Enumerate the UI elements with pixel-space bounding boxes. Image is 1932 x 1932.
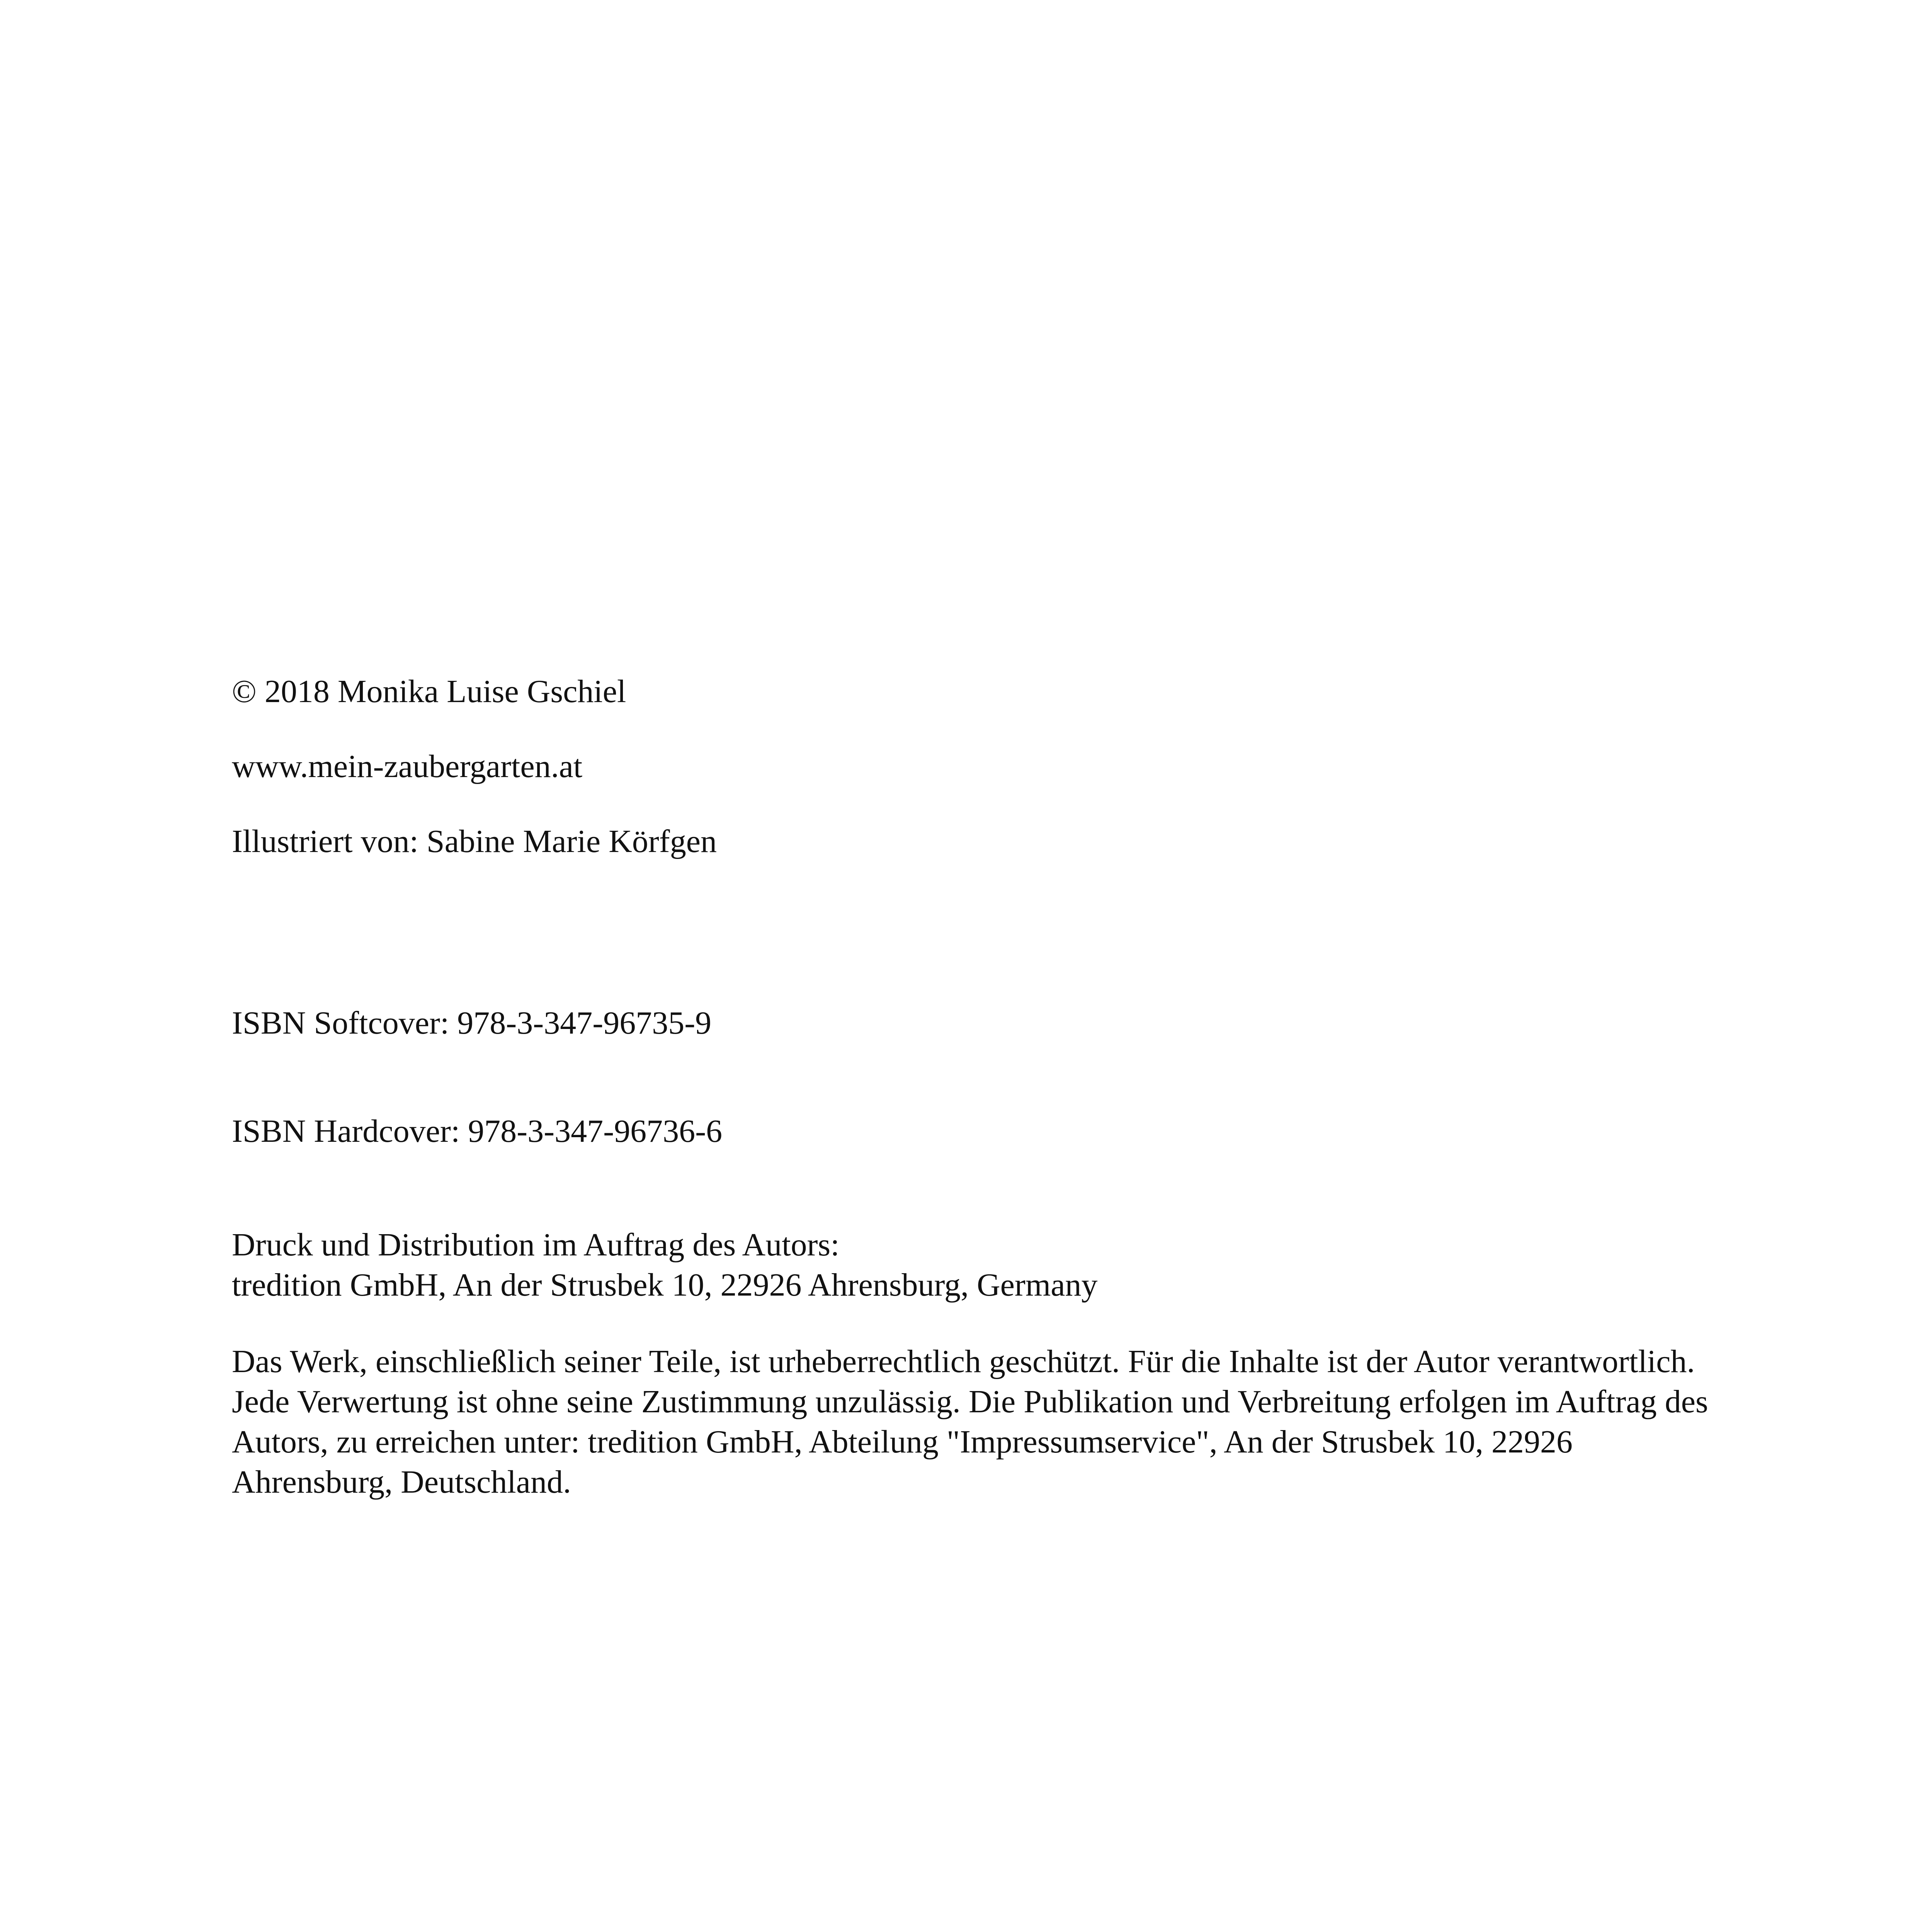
rights-line: Ahrensburg, Deutschland.	[232, 1464, 571, 1500]
rights-line: Das Werk, einschließlich seiner Teile, ist urheberrechtlich geschützt. Für die Inhalte ist der Autor verantwortlich.	[232, 1344, 1695, 1379]
printing-distribution-block	[232, 1225, 1816, 1305]
rights-notice	[232, 1342, 1816, 1502]
isbn-hardcover: ISBN Hardcover: 978-3-347-96736-6	[232, 1113, 723, 1149]
rights-line: Jede Verwertung ist ohne seine Zustimmung unzulässig. Die Publikation und Verbreitung erfolgen im Auftrag des	[232, 1384, 1708, 1420]
illustrator-credit: Illustriert von: Sabine Marie Körfgen	[232, 823, 717, 859]
isbn-softcover: ISBN Softcover: 978-3-347-96735-9	[232, 1005, 712, 1041]
printing-line: Druck und Distribution im Auftrag des Autors:	[232, 1227, 840, 1263]
publisher-address-line: tredition GmbH, An der Strusbek 10, 22926 Ahrensburg, Germany	[232, 1267, 1098, 1303]
copyright-line: © 2018 Monika Luise Gschiel	[232, 673, 626, 709]
rights-line: Autors, zu erreichen unter: tredition GmbH, Abteilung "Impressumservice", An der Strusbek 10, 22926	[232, 1424, 1573, 1460]
website-link[interactable]: www.mein-zaubergarten.at	[232, 748, 583, 784]
